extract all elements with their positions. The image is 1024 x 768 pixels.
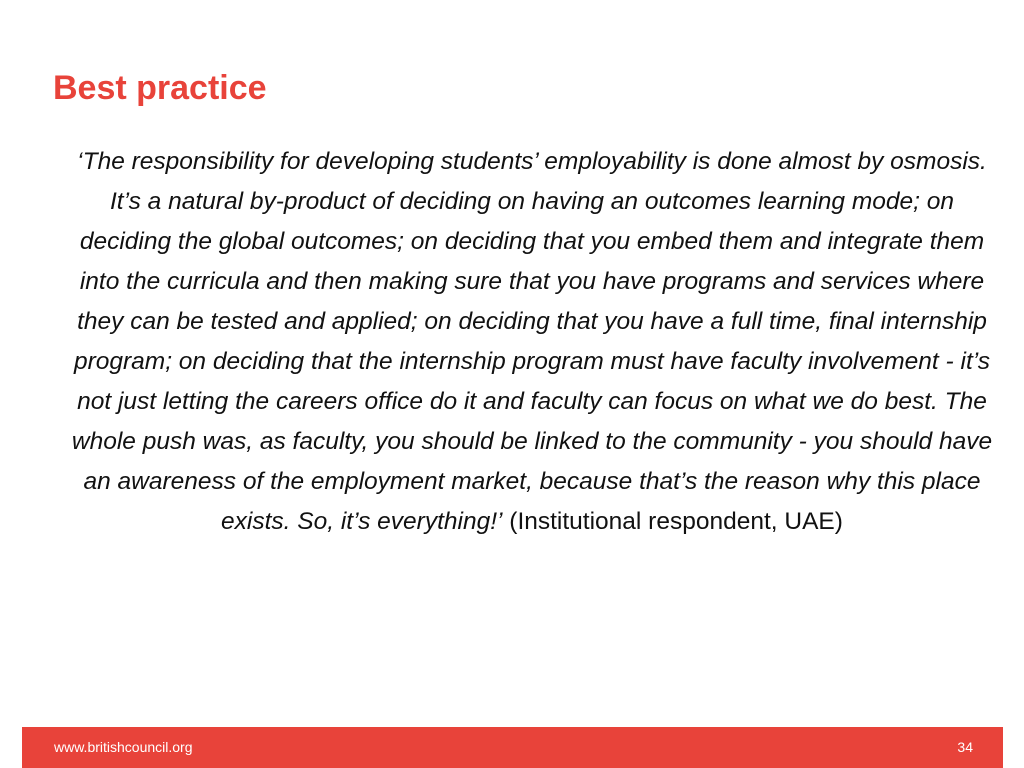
page-number: 34 xyxy=(957,739,973,755)
quote-block xyxy=(62,142,1002,542)
quote-attribution: (Institutional respondent, UAE) xyxy=(509,508,843,535)
slide-title: Best practice xyxy=(53,69,267,107)
quote-text: ‘The responsibility for developing students’ employability is done almost by osmosis. It’s a natural by-product of deciding on having an outcomes learning mode; on deciding the global outcomes; on deciding that you embed them and integrate them into the curricula and then making sure that you have programs and services where they can be tested and applied; on deciding that you have a full time, final internship program; on deciding that the internship program must have faculty involvement - it’s not just letting the careers office do it and faculty can focus on what we do best. The whole push was, as faculty, you should be linked to the community - you should have an awareness of the employment market, because that’s the reason why this place exists. So, it’s everything!’ xyxy=(71,148,993,535)
footer-bar xyxy=(22,727,1003,768)
footer-url: www.britishcouncil.org xyxy=(54,739,193,755)
